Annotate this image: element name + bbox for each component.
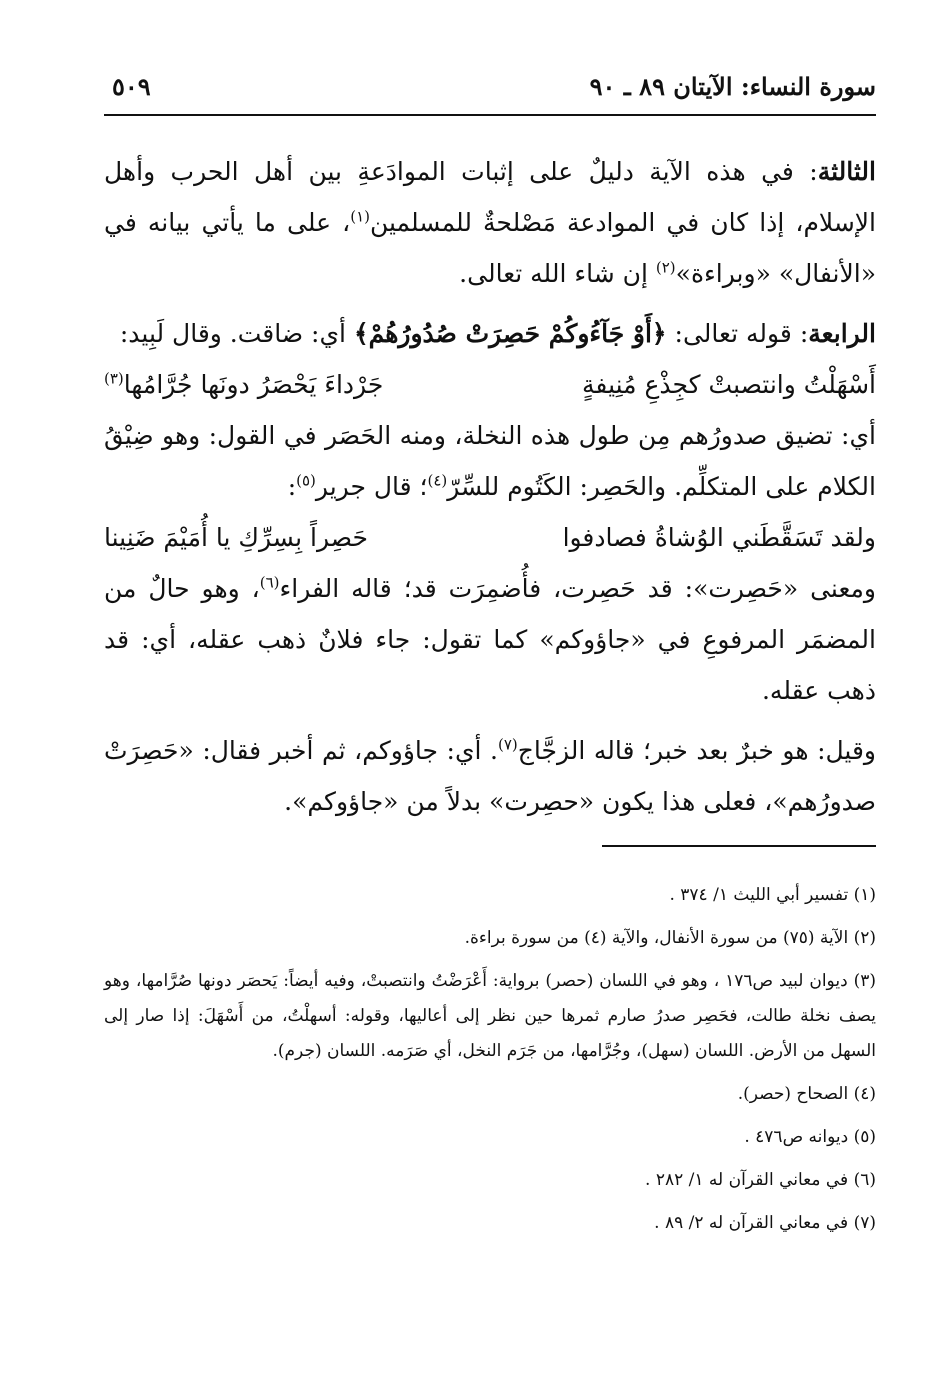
footnote-4: (٤) الصحاح (حصر). — [737, 1084, 876, 1104]
quran-quote: ﴿أَوْ جَآءُوكُمْ حَصِرَتْ صُدُورُهُمْ﴾ — [353, 319, 667, 348]
footnote-6: (٦) في معاني القرآن له ١/ ٢٨٢ . — [645, 1170, 876, 1190]
label-fourth: الرابعة — [808, 319, 876, 348]
footnote-3: (٣) ديوان لبيد ص١٧٦ ، وهو في اللسان (حصر) برواية: أَعْرَضْتُ وانتصبتْ، وفيه أيضاً: يَحصَر دونها صُرَّامها، وهو يصف نخلة طالت، فحَصِر صدرُ صارم ثمرها حين نظر إلى أعاليها، وقوله: أسهلْتُ، من أَسْهَلَ: إذا صار إلى السهل من الأرض. اللسان (سهل)، وجُرَّامها، من جَرَم النخل، أي صَرَمه. اللسان (جرم). — [104, 971, 876, 1061]
paragraph-text: : قوله تعالى: — [666, 319, 809, 348]
paragraph-third — [104, 146, 876, 299]
header-rule — [104, 114, 876, 116]
footnote-separator — [602, 845, 876, 847]
footnote-ref-7[interactable]: (٧) — [497, 735, 518, 754]
label-third: الثالثة — [817, 157, 876, 186]
footnote-5: (٥) ديوانه ص٤٧٦ . — [744, 1127, 876, 1147]
paragraph-text: : — [287, 472, 297, 501]
footnote-7: (٧) في معاني القرآن له ٢/ ٨٩ . — [654, 1213, 876, 1233]
footnote-ref-2[interactable]: (٢) — [655, 258, 676, 277]
main-text — [104, 146, 876, 827]
verse-first-hemistich: ولقد تَسَقَّطَني الوُشاةُ فصادفوا — [562, 523, 876, 552]
footnote-1: (١) تفسير أبي الليث ١/ ٣٧٤ . — [669, 885, 876, 905]
running-title: سورة النساء: الآيتان ٨٩ ـ ٩٠ — [589, 72, 876, 101]
footnote-ref-3[interactable]: (٣) — [104, 369, 124, 388]
footnote-2: (٢) الآية (٧٥) من سورة الأنفال، والآية (٤) من سورة براءة. — [464, 928, 876, 948]
verse-second-hemistich: حَصِراً بِسِرِّكِ يا أُمَيْمَ ضَنِينا — [104, 523, 368, 552]
footnote-ref-4[interactable]: (٤) — [427, 471, 448, 490]
verse-second-hemistich-text: جَرْداءَ يَحْصَرُ دونَها جُرَّامُها — [123, 370, 384, 399]
paragraph-text: ؛ قال جرير — [315, 472, 428, 501]
footnotes — [104, 878, 876, 1249]
verse-first-hemistich: أَسْهَلْتُ وانتصبتْ كجِذْعِ مُنِيفةٍ — [582, 370, 876, 399]
paragraph-text: . أي: جاؤوكم، ثم أخبر فقال: «حَصِرَتْ صدورُهم»، فعلى هذا يكون «حصِرت» بدلاً من «جاؤوكم». — [104, 736, 876, 816]
footnote-ref-6[interactable]: (٦) — [259, 573, 280, 592]
paragraph-text: أي: تضيق صدورُهم مِن طول هذه النخلة، ومنه الحَصَر في القول: وهو ضِيْقُ الكلام على المتكلِّم. والحَصِر: الكَتُوم للسِّرّ — [104, 421, 876, 501]
verse-second-hemistich — [104, 359, 383, 410]
paragraph-text: ومعنى «حَصِرت»: قد حَصِرت، فأُضمِرَت قد؛ قاله الفراء — [279, 574, 876, 603]
paragraph-text: إن شاء الله تعالى. — [459, 259, 656, 288]
paragraph-meaning — [104, 563, 876, 716]
footnote-ref-1[interactable]: (١) — [350, 207, 370, 226]
paragraph-text: أي: ضاقت. وقال لَبِيد: — [119, 319, 354, 348]
page-number: ٥٠٩ — [112, 72, 151, 101]
running-header — [104, 68, 876, 108]
paragraph-alternative — [104, 725, 876, 827]
paragraph-text: ، على ما يأتي بيانه في «الأنفال» «وبراءة» — [104, 208, 876, 288]
poem-verse-jarir — [104, 512, 876, 563]
paragraph-explanation — [104, 410, 876, 512]
paragraph-text: ، وهو حالٌ من المضمَر المرفوعِ في «جاؤوكم» كما تقول: جاء فلانٌ ذهب عقله، أي: قد ذهب عقله. — [104, 574, 876, 705]
footnote-ref-5[interactable]: (٥) — [296, 471, 316, 490]
poem-verse-labid — [104, 359, 876, 410]
paragraph-text: : في هذه الآية دليلٌ على إثبات الموادَعةِ بين أهل الحرب وأهل الإسلام، إذا كان في الموادعة مَصْلحةٌ للمسلمين — [104, 157, 876, 237]
paragraph-fourth — [104, 308, 876, 359]
paragraph-text: وقيل: هو خبرٌ بعد خبر؛ قاله الزجَّاج — [517, 736, 876, 765]
